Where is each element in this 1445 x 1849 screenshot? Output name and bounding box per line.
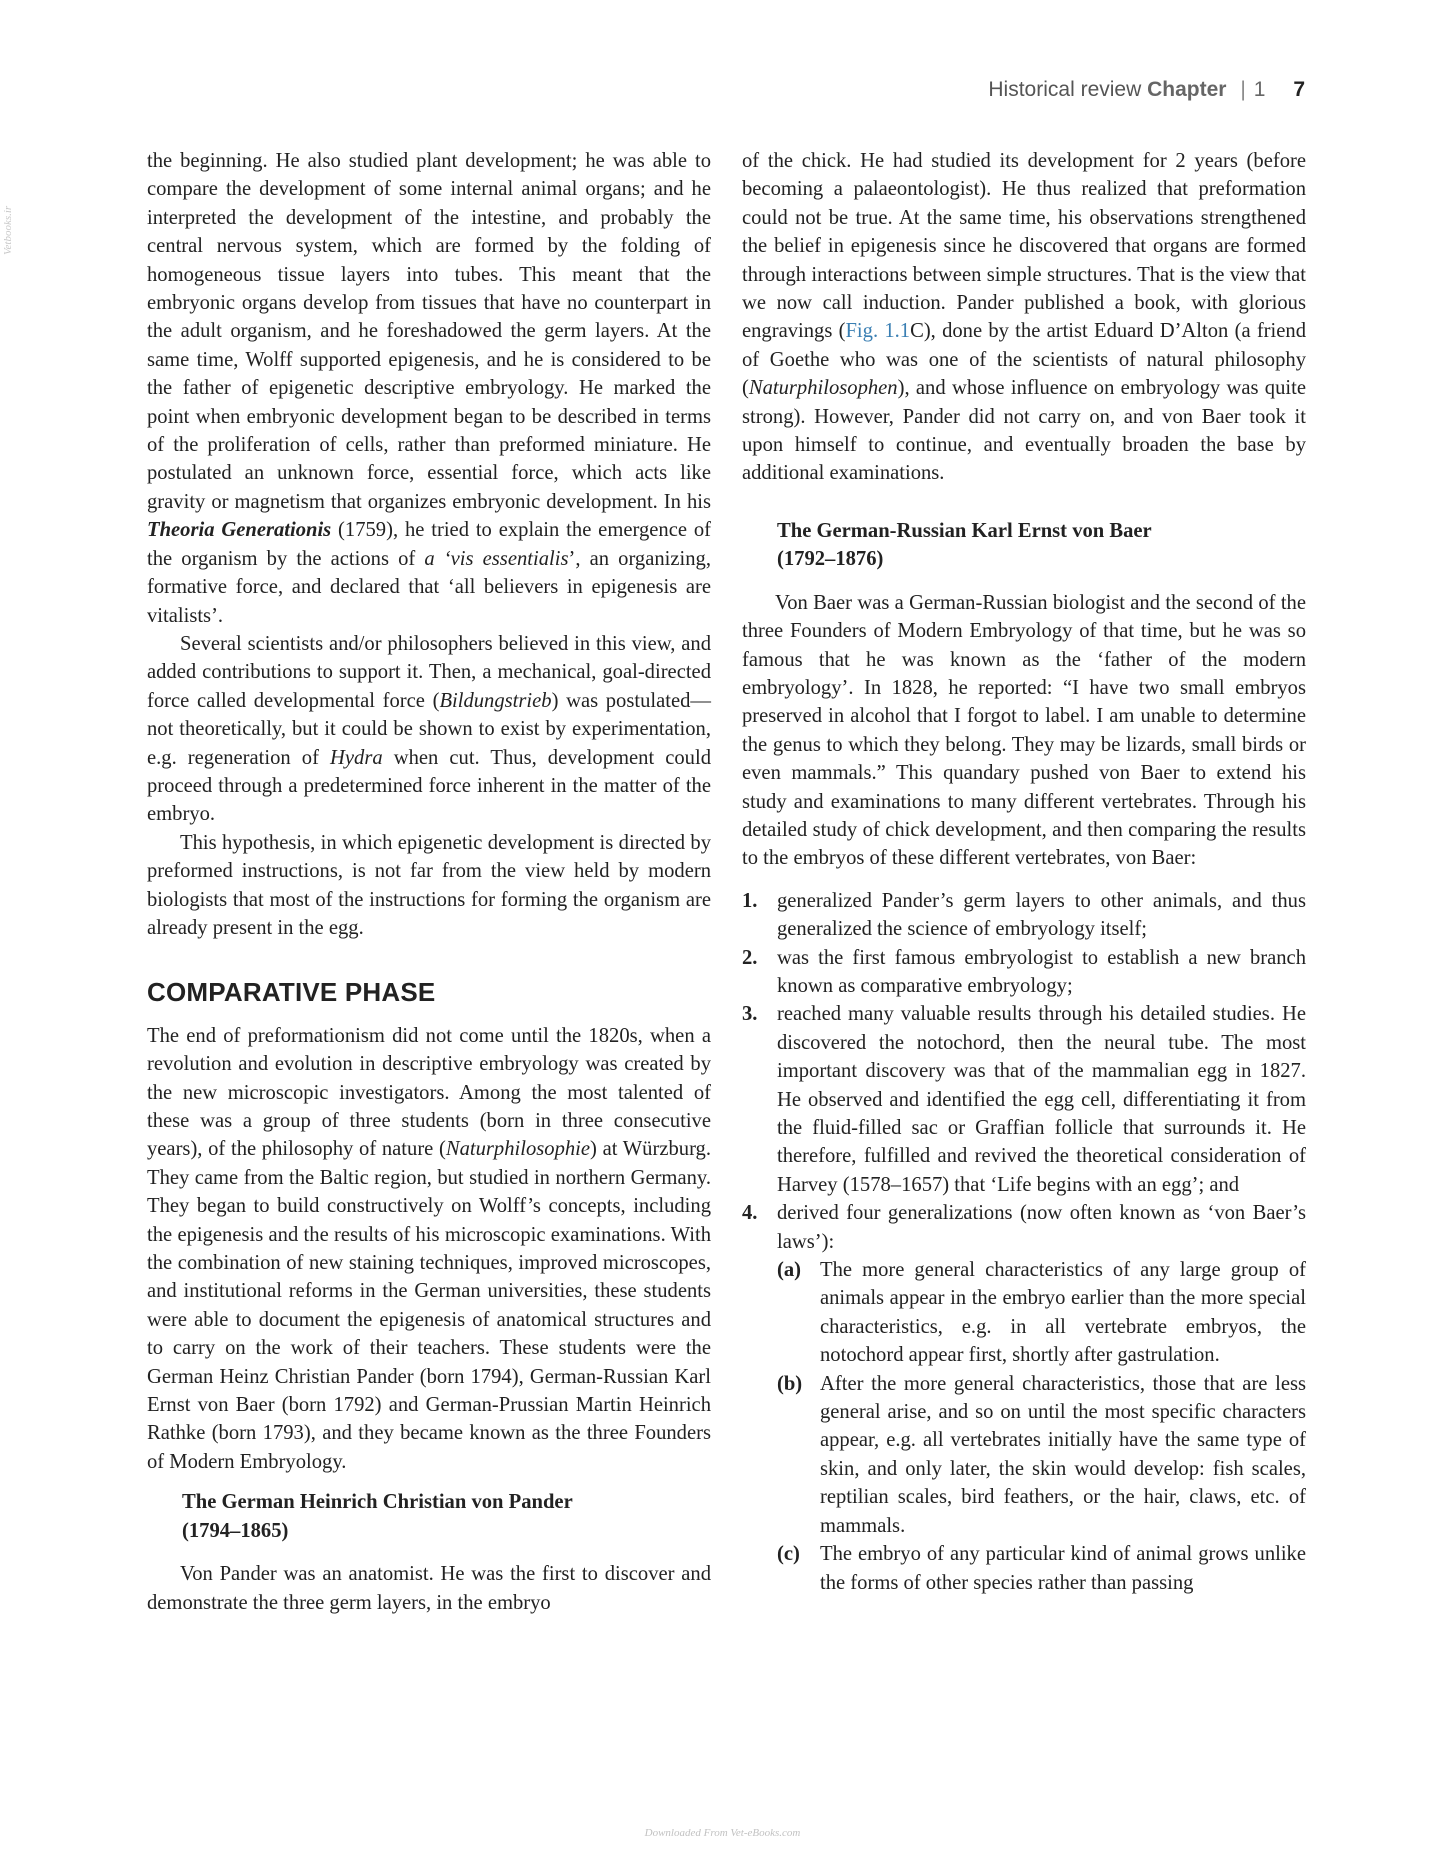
figure-link[interactable]: Fig. 1.1 — [845, 320, 911, 343]
list-item: 3. reached many valuable results through his detailed studies. He discovered the notochord, then the neural tube. The most important discovery was that of the mammalian egg in 1827. He observed and identified the egg cell, differentiating it from the fluid-filled sac or Graffian follicle that surrounds it. He therefore, fulfilled and revived the theoretical consideration of Harvey (1578–1657) that ‘Life begins with an egg’; and — [742, 1003, 1306, 1196]
running-head-separator: | — [1240, 78, 1246, 101]
right-column — [742, 147, 1306, 1597]
paragraph: The end of preformationism did not come until the 1820s, when a revolution and evolution in descriptive embryology was created by the new microscopic investigators. Among the most talented of these was a group of three students (born in three consecutive years), of the philosophy of nature (Naturphilosophie) at Würzburg. They came from the Baltic region, but studied in northern Germany. They began to build constructively on Wolff’s concepts, including the epigenesis and the results of his microscopic examinations. With the combination of new staining techniques, improved microscopes, and institutional reforms in the German universities, these students were able to document the epigenesis of anatomical structures and to carry on the work of their teachers. These students were the German Heinz Christian Pander (born 1794), German-Russian Karl Ernst von Baer (born 1792) and German-Prussian Martin Heinrich Rathke (born 1793), and they became known as the three Founders of Modern Embryology. — [147, 1024, 711, 1473]
running-head-chapter-label: Chapter — [1147, 78, 1227, 101]
paragraph: This hypothesis, in which epigenetic development is directed by preformed instructions, is not far from the view held by modern biologists that most of the instructions for forming the organism are already present in the egg. — [147, 831, 711, 939]
page-number: 7 — [1293, 78, 1305, 101]
side-watermark: Vetbooks.ir — [2, 205, 14, 255]
sub-list-item: (b) After the more general characteristics, those that are less general arise, and so on until the most specific characters appear, e.g. all vertebrates initially have the same type of skin, and only later, the skin would develop: fish scales, reptilian scales, bird feathers, or the hair, claws, etc. of mammals. — [777, 1372, 1306, 1537]
list-item: 2. was the first famous embryologist to establish a new branch known as comparative embryology; — [742, 946, 1306, 997]
sub-list — [777, 1256, 1306, 1597]
paragraph: Von Pander was an anatomist. He was the first to discover and demonstrate the three germ layers, in the embryo — [147, 1563, 711, 1614]
paragraph: Several scientists and/or philosophers believed in this view, and added contributions to support it. Then, a mechanical, goal-directed force called developmental force (Bildungstrieb) was postulated—not theoretically, but it could be shown to exist by experimentation, e.g. regeneration of Hydra when cut. Thus, development could proceed through a predetermined force inherent in the matter of the embryo. — [147, 632, 711, 826]
german-term: Naturphilosophie — [445, 1138, 591, 1161]
running-head-chapter-number: 1 — [1253, 78, 1266, 101]
german-term: Bildungstrieb — [439, 689, 552, 712]
left-column — [147, 147, 711, 1617]
latin-term: vis essentialis — [450, 547, 569, 570]
book-title: Theoria Generationis — [147, 519, 332, 542]
paragraph: of the chick. He had studied its development for 2 years (before becoming a palaeontologist). He thus realized that preformation could not be true. At the same time, his observations strengthened the belief in epigenesis since he discovered that organs are formed through interactions between simple structures. That is the view that we now call induction. Pander published a book, with glorious engravings (Fig. 1.1C), done by the artist Eduard D’Alton (a friend of Goethe who was one of the scientists of natural philosophy (Naturphilosophen), and whose influence on embryology was quite strong). However, Pander did not carry on, and von Baer took it upon himself to continue, and eventually broaden the base by additional examinations. — [742, 150, 1306, 485]
paragraph: Von Baer was a German-Russian biologist and the second of the three Founders of Modern Embryology of that time, but he was so famous that he was known as the ‘father of the modern embryology’. In 1828, he reported: “I have two small embryos preserved in alcohol that I forgot to label. I am unable to determine the genus to which they belong. They may be lizards, small birds or even mammals.” This quandary pushed von Baer to extend his study and examinations to many different vertebrates. Through his detailed study of chick development, and then comparing the results to the embryos of these different vertebrates, von Baer: — [742, 591, 1306, 870]
subsection-heading: The German Heinrich Christian von Pander (1794–1865) — [182, 1491, 573, 1542]
running-head-section: Historical review — [988, 78, 1142, 101]
section-title: COMPARATIVE PHASE — [147, 977, 436, 1008]
genus-name: Hydra — [330, 746, 383, 769]
numbered-list — [742, 887, 1306, 1597]
subsection-heading: The German-Russian Karl Ernst von Baer (1792–1876) — [777, 519, 1152, 571]
sub-list-item: (a) The more general characteristics of any large group of animals appear in the embryo earlier than the more special characteristics, e.g. in all vertebrate embryos, the notochord appear first, shortly after gastrulation. — [777, 1259, 1306, 1367]
german-term: Naturphilosophen — [748, 377, 898, 400]
paragraph: the beginning. He also studied plant development; he was able to compare the development of some internal animal organs; and he interpreted the development of the intestine, and probably the central nervous system, which are formed by the folding of homogeneous tissue layers into tubes. This meant that the embryonic organs develop from tissues that have no counterpart in the adult organism, and he foreshadowed the germ layers. At the same time, Wolff supported epigenesis, and he is considered to be the father of epigenetic descriptive embryology. He marked the point when embryonic development began to be described in terms of the proliferation of cells, rather than preformed miniature. He postulated an unknown force, essential force, which acts like gravity or magnetism that organizes embryonic development. In his Theoria Generationis (1759), he tried to explain the emergence of the organism by the actions of a ‘vis essentialis’, an organizing, formative force, and declared that ‘all believers in epigenesis are vitalists’. — [147, 150, 711, 627]
sub-list-item: (c) The embryo of any particular kind of animal grows unlike the forms of other species rather than passing — [777, 1543, 1306, 1594]
list-item: 1. generalized Pander’s germ layers to other animals, and thus generalized the science of embryology itself; — [742, 889, 1306, 941]
running-head — [988, 78, 1305, 102]
list-item: 4. derived four generalizations (now often known as ‘von Baer’s laws’): (a) The more general characteristics of any large group of animals appear in the embryo earlier than the more special characteristics, e.g. in all vertebrate embryos, the notochord appear first, shortly after gastrulation. (b) After the more general characteristics, those that are less general arise, and so on until the most specific characters appear, e.g. all vertebrates initially have the same type of skin, and only later, the skin would develop: fish scales, reptilian scales, bird feathers, or the hair, claws, etc. of mammals. (c) The embryo of any particular kind of animal grows unlike the forms of other species rather than passing — [742, 1199, 1306, 1597]
footer-watermark: Downloaded From Vet-eBooks.com — [644, 1827, 801, 1839]
